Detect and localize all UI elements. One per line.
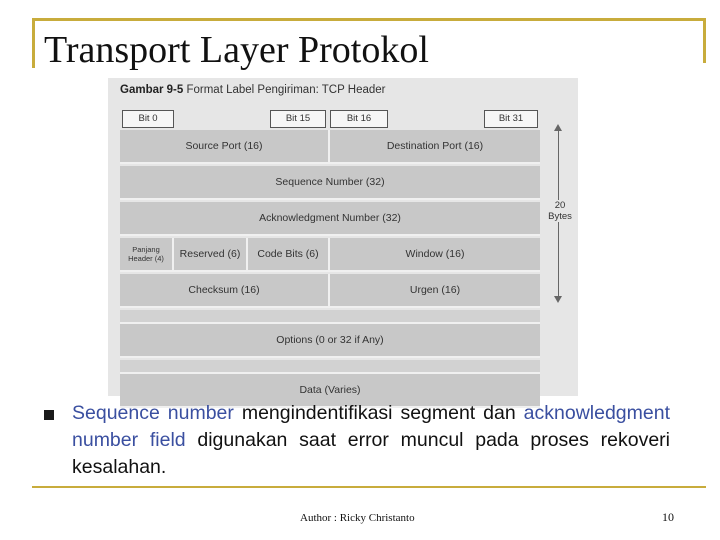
highlight-sequence-number: Sequence number: [72, 402, 234, 424]
frame-bottom-line: [32, 486, 706, 488]
header-size-unit: Bytes: [548, 211, 572, 222]
bit-16-label: Bit 16: [330, 110, 388, 128]
sequence-number-cell: Sequence Number (32): [275, 176, 385, 188]
options-cell: Options (0 or 32 if Any): [276, 334, 384, 346]
tcp-header-figure: [108, 78, 578, 396]
row-options: [120, 324, 540, 358]
frame-top-line: [32, 18, 706, 21]
figure-caption-text: Format Label Pengiriman: TCP Header: [183, 84, 386, 96]
frame-left-line: [32, 18, 35, 68]
bullet-text-segment: digunakan saat error muncul pada proses rekoveri kesalahan.: [72, 429, 670, 478]
ack-number-cell: Acknowledgment Number (32): [259, 212, 401, 224]
frame-right-line: [703, 18, 706, 63]
arrow-down-icon: [554, 296, 562, 303]
code-bits-cell: Code Bits (6): [257, 248, 319, 260]
author-footer: Author : Ricky Christanto: [300, 512, 415, 524]
slide-title: Transport Layer Protokol: [44, 29, 429, 71]
row-spacer: [120, 310, 540, 324]
row-ports: [120, 130, 540, 164]
urgent-cell: Urgen (16): [409, 284, 461, 296]
data-cell: Data (Varies): [299, 384, 361, 396]
figure-caption-number: Gambar 9-5: [120, 84, 184, 96]
header-length-cell: [120, 238, 172, 270]
highlight-ack-number-field: acknowledgment number field: [72, 402, 670, 451]
bullet-text-segment: mengindentifikasi segment dan: [233, 402, 524, 424]
checksum-cell: Checksum (16): [188, 284, 260, 296]
page-number: 10: [662, 510, 674, 524]
source-port-cell: Source Port (16): [185, 140, 263, 152]
row-control: [120, 238, 540, 272]
bit-15-label: Bit 15: [270, 110, 326, 128]
header-size-value: 20: [554, 200, 566, 211]
reserved-cell: Reserved (6): [179, 248, 241, 260]
destination-port-cell: Destination Port (16): [386, 140, 484, 152]
bullet-text: [72, 400, 670, 481]
row-ack: [120, 202, 540, 236]
bit-31-label: Bit 31: [484, 110, 538, 128]
arrow-up-icon: [554, 124, 562, 131]
tcp-header-grid: [120, 130, 540, 422]
header-size-label: [545, 200, 575, 222]
header-length-line-1: Panjang: [132, 245, 160, 254]
square-bullet-icon: [44, 410, 54, 420]
row-sequence: [120, 166, 540, 200]
bit-0-label: Bit 0: [122, 110, 174, 128]
figure-caption: [120, 84, 385, 96]
row-spacer: [120, 360, 540, 374]
window-cell: Window (16): [405, 248, 465, 260]
header-length-line-2: Header (4): [128, 254, 164, 263]
row-checksum: [120, 274, 540, 308]
